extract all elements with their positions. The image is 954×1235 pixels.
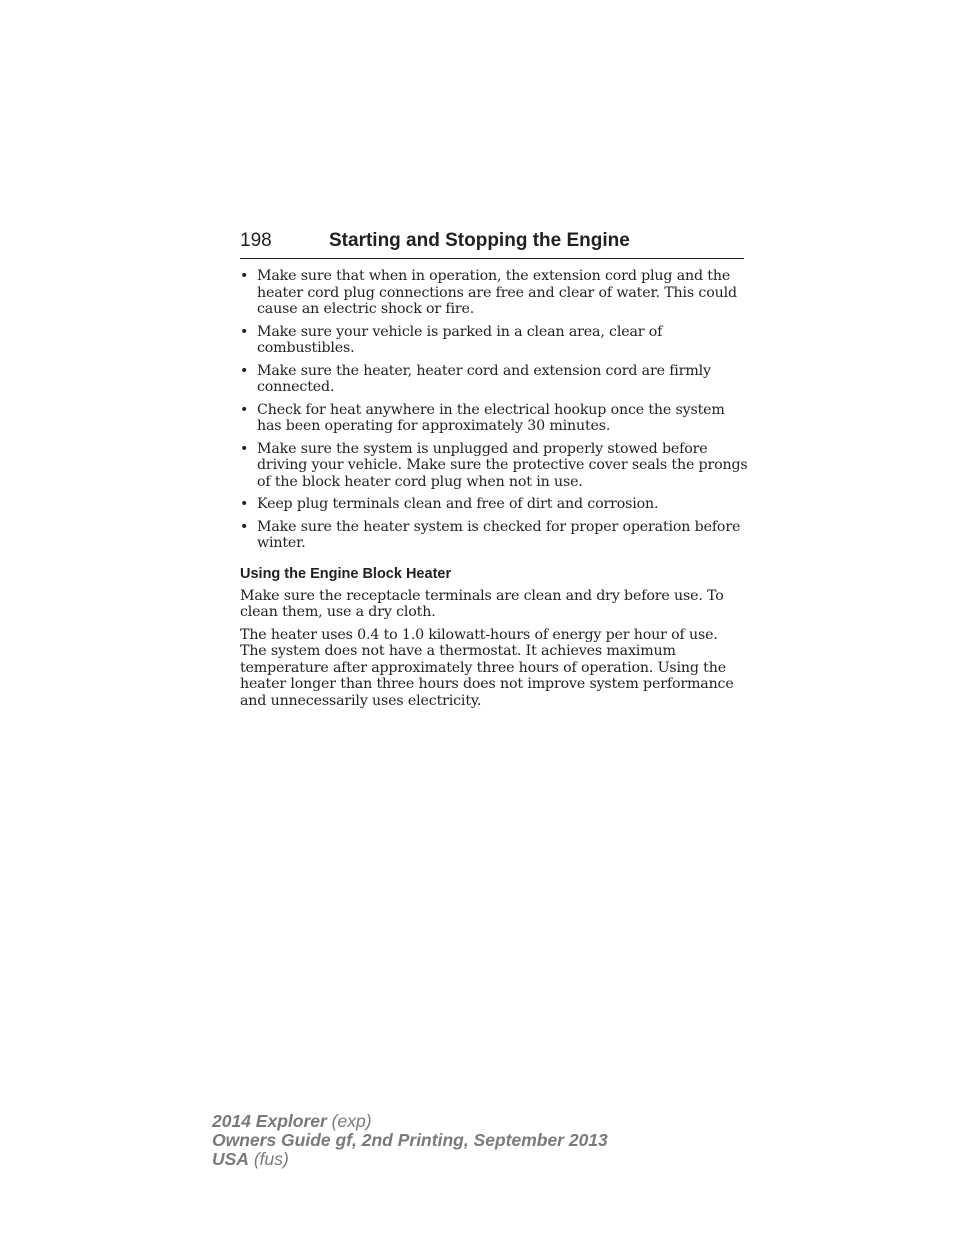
bullet-icon: • <box>240 496 249 512</box>
page-number: 198 <box>240 230 272 251</box>
bullet-icon: • <box>240 323 249 340</box>
footer-guide-info: Owners Guide gf, 2nd Printing, September 2013 <box>212 1130 608 1150</box>
paragraph: The heater uses 0.4 to 1.0 kilowatt-hours of energy per hour of use. The system does not have a thermostat. It achieves maximum temperature after approximately three hours of operation. Using the heater longer than three hours does not improve system performance and unnecessarily uses electricity. <box>240 626 734 709</box>
bullet-item <box>240 324 748 357</box>
footer-model-code: (exp) <box>331 1111 372 1131</box>
page-content <box>240 268 748 715</box>
bullet-text: Check for heat anywhere in the electrical hookup once the system has been operating for approximately 30 minutes. <box>257 401 725 434</box>
subheading: Using the Engine Block Heater <box>240 565 452 582</box>
page-header <box>240 227 744 259</box>
footer-market: USA <box>212 1149 249 1169</box>
bullet-icon: • <box>240 401 249 418</box>
bullet-list <box>240 268 748 552</box>
bullet-item <box>240 519 748 552</box>
footer-model-name: 2014 Explorer <box>212 1111 327 1131</box>
footer-line-market <box>212 1150 608 1169</box>
bullet-text: Make sure that when in operation, the extension cord plug and the heater cord plug connections are free and clear of water. This could cause an electric shock or fire. <box>257 268 737 317</box>
bullet-text: Keep plug terminals clean and free of dirt and corrosion. <box>257 496 659 512</box>
bullet-text: Make sure the heater system is checked for proper operation before winter. <box>257 518 741 551</box>
bullet-item <box>240 496 748 513</box>
bullet-icon: • <box>240 518 249 535</box>
footer-market-code: (fus) <box>253 1149 289 1169</box>
bullet-icon: • <box>240 268 249 284</box>
bullet-text: Make sure your vehicle is parked in a clean area, clear of combustibles. <box>257 323 663 356</box>
bullet-text: Make sure the heater, heater cord and extension cord are firmly connected. <box>257 362 711 395</box>
bullet-icon: • <box>240 362 249 379</box>
bullet-item <box>240 268 748 318</box>
bullet-item <box>240 441 748 491</box>
bullet-item <box>240 402 748 435</box>
footer-line-guide <box>212 1131 608 1150</box>
section-title: Starting and Stopping the Engine <box>329 230 630 251</box>
paragraph: Make sure the receptacle terminals are clean and dry before use. To clean them, use a dry cloth. <box>240 587 724 620</box>
page-footer <box>212 1112 608 1169</box>
bullet-item <box>240 363 748 396</box>
footer-line-model <box>212 1112 608 1131</box>
bullet-text: Make sure the system is unplugged and properly stowed before driving your vehicle. Make sure the protective cover seals the prongs of the block heater cord plug when not in use. <box>257 440 748 490</box>
bullet-icon: • <box>240 440 249 457</box>
